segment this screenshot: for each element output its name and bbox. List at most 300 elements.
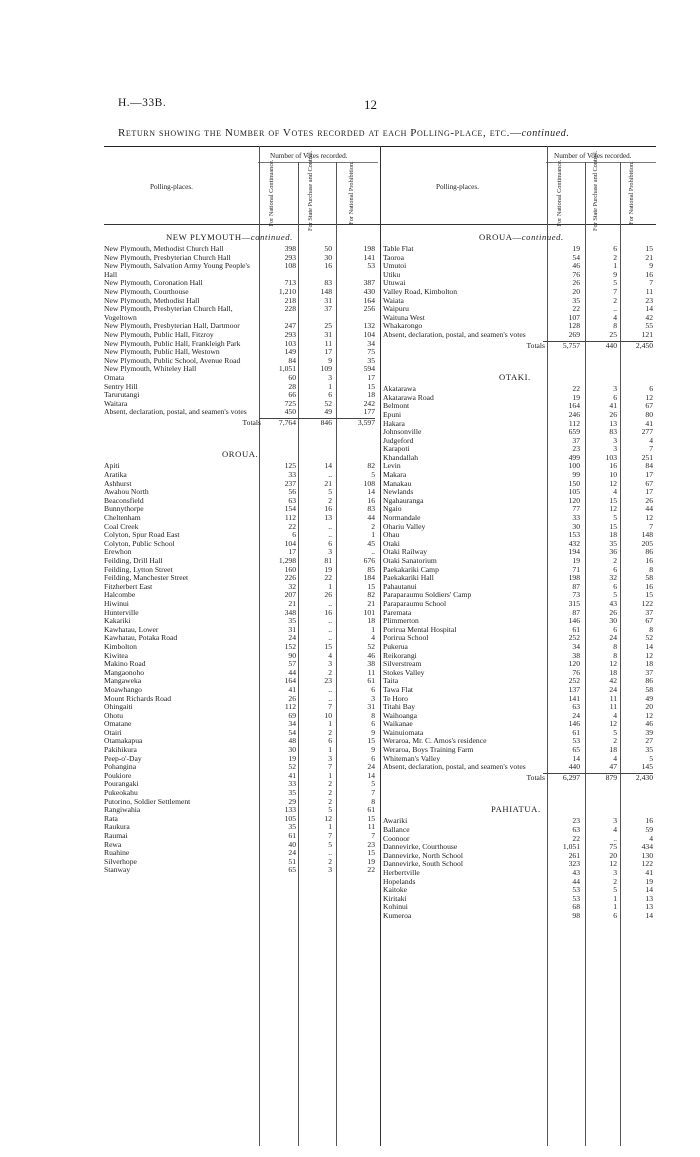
votes-state-purchase: 8 <box>613 321 617 331</box>
polling-place-name: Dannevirke, North School <box>383 850 463 860</box>
polling-place-name: Beaconsfield <box>104 495 144 505</box>
votes-national-continuance: 57 <box>288 659 296 669</box>
votes-national-continuance: 218 <box>284 295 296 305</box>
votes-national-prohibition: 434 <box>641 842 653 852</box>
polling-place-name: Ashhurst <box>104 478 132 488</box>
total-value: 846 <box>320 417 332 427</box>
votes-national-continuance: 26 <box>572 278 580 288</box>
polling-place-name: Dannevirke, Courthouse <box>383 842 458 852</box>
votes-national-prohibition: 7 <box>371 831 375 840</box>
polling-place-name: Tawa Flat <box>383 684 414 694</box>
votes-national-prohibition: 23 <box>645 295 653 305</box>
votes-national-continuance: 1,298 <box>278 556 296 565</box>
votes-national-continuance: 23 <box>572 816 580 826</box>
votes-national-continuance: 112 <box>284 513 296 523</box>
votes-national-prohibition: 141 <box>363 252 375 262</box>
votes-state-purchase: 1 <box>328 822 332 832</box>
votes-state-purchase: 1 <box>328 745 332 755</box>
polling-place-name: Ohariu Valley <box>383 521 426 531</box>
votes-state-purchase: 9 <box>613 269 617 279</box>
votes-national-prohibition: 15 <box>645 590 653 600</box>
votes-state-purchase: 13 <box>609 418 617 428</box>
votes-state-purchase: 43 <box>609 598 617 608</box>
votes-national-prohibition: 430 <box>363 286 375 296</box>
polling-place-name: New Plymouth, Courthouse <box>104 286 189 296</box>
polling-place-name: Paraparaumu School <box>383 598 447 608</box>
votes-national-prohibition: 86 <box>645 547 653 557</box>
polling-place-name: Waikanae <box>383 719 413 729</box>
votes-national-continuance: 68 <box>572 902 580 912</box>
votes-national-continuance: 100 <box>568 461 580 471</box>
votes-state-purchase: 5 <box>328 487 332 497</box>
table-row <box>104 600 382 609</box>
table-row <box>104 540 382 549</box>
votes-national-prohibition: 16 <box>645 556 653 565</box>
votes-national-continuance: 24 <box>288 848 296 858</box>
votes-national-prohibition: 23 <box>367 839 375 849</box>
votes-state-purchase: 36 <box>609 547 617 557</box>
votes-state-purchase: 2 <box>613 556 617 565</box>
page-header <box>118 97 608 113</box>
votes-national-prohibition: 12 <box>645 650 653 660</box>
polling-place-name: Ohotu <box>104 710 123 720</box>
votes-national-continuance: 35 <box>572 295 580 305</box>
votes-national-continuance: 84 <box>288 355 296 365</box>
polling-place-name: New Plymouth, Coronation Hall <box>104 278 203 288</box>
votes-national-continuance: 160 <box>284 564 296 574</box>
votes-national-continuance: 293 <box>284 252 296 262</box>
votes-state-purchase: 3 <box>613 384 617 394</box>
votes-national-continuance: 133 <box>284 805 296 815</box>
votes-state-purchase: 15 <box>609 521 617 531</box>
votes-state-purchase: 12 <box>609 659 617 669</box>
votes-national-prohibition: 17 <box>645 487 653 497</box>
votes-national-continuance: 120 <box>568 495 580 505</box>
votes-state-purchase: 1 <box>613 261 617 271</box>
section-title-new-plymouth: NEW PLYMOUTH—continued. <box>166 232 293 242</box>
votes-national-prohibition: 16 <box>645 816 653 826</box>
votes-national-continuance: 65 <box>572 745 580 755</box>
votes-national-prohibition: 14 <box>645 304 653 314</box>
votes-national-continuance: 150 <box>568 478 580 488</box>
polling-place-name: Kimbolton <box>104 641 137 651</box>
votes-national-prohibition: 18 <box>645 659 653 669</box>
votes-national-continuance: 24 <box>288 633 296 643</box>
polling-place-name: Apiti <box>104 461 120 471</box>
polling-place-name: Coonoor <box>383 833 410 843</box>
votes-national-continuance: 54 <box>572 252 580 262</box>
votes-state-purchase: 11 <box>324 338 332 348</box>
polling-place-name: Pukeokahu <box>104 788 138 798</box>
votes-national-prohibition: 5 <box>371 470 375 480</box>
votes-state-purchase: 3 <box>613 435 617 445</box>
polling-place-name: Mangaonoho <box>104 667 145 677</box>
polling-place-name: New Plymouth, Whiteley Hall <box>104 364 197 374</box>
votes-national-continuance: 14 <box>572 753 580 763</box>
table-row <box>104 391 382 400</box>
polling-place-name: Epuni <box>383 409 402 419</box>
votes-state-purchase: 2 <box>328 796 332 806</box>
polling-place-name: Stokes Valley <box>383 667 425 677</box>
votes-state-purchase: 5 <box>613 278 617 288</box>
polling-place-name: Putorino, Soldier Settlement <box>104 796 191 806</box>
votes-national-continuance: 440 <box>568 762 580 772</box>
votes-national-prohibition: 9 <box>371 745 375 755</box>
total-value: 2,430 <box>635 772 653 782</box>
polling-place-name: Kumeroa <box>383 910 412 920</box>
votes-national-continuance: 35 <box>288 616 296 626</box>
table-row <box>104 866 382 875</box>
polling-place-name: New Plymouth, Salvation Army Young People's Hall <box>104 261 250 279</box>
totals-rule <box>543 773 653 774</box>
votes-national-prohibition: 61 <box>367 676 375 686</box>
section-title-pahiatua: PAHIATUA. <box>491 804 541 815</box>
totals-label: Totals <box>526 340 545 350</box>
votes-national-prohibition: 6 <box>371 719 375 729</box>
votes-national-prohibition: 24 <box>367 762 375 772</box>
polling-place-name: Wainuiomata <box>383 727 424 737</box>
votes-state-purchase: 11 <box>609 702 617 712</box>
votes-national-continuance: 152 <box>284 641 296 651</box>
votes-national-continuance: 108 <box>284 261 296 271</box>
table-row <box>104 858 382 867</box>
section-title-oroua-continued: OROUA—continued. <box>479 232 564 242</box>
table-row <box>104 462 382 471</box>
votes-national-prohibition: 42 <box>645 312 653 322</box>
votes-national-prohibition: 12 <box>645 710 653 720</box>
votes-national-prohibition: 53 <box>367 261 375 271</box>
votes-national-prohibition: 177 <box>363 407 375 417</box>
votes-national-continuance: 19 <box>572 244 580 253</box>
votes-state-purchase: 5 <box>328 839 332 849</box>
polling-place-name: Belmont <box>383 401 410 411</box>
votes-state-purchase: 4 <box>613 825 617 835</box>
votes-national-prohibition: 4 <box>649 833 653 843</box>
polling-place-name: Silverstream <box>383 659 422 669</box>
votes-state-purchase: 4 <box>613 487 617 497</box>
votes-state-purchase: 1 <box>328 381 332 391</box>
total-value: 6,297 <box>562 772 580 782</box>
votes-national-continuance: 31 <box>288 624 296 634</box>
polling-place-name: Dannevirke, South School <box>383 859 463 869</box>
votes-national-prohibition: 80 <box>645 409 653 419</box>
table-row <box>104 408 382 417</box>
votes-national-prohibition: 19 <box>645 876 653 886</box>
table-title-continued: continued. <box>521 128 570 139</box>
votes-national-continuance: 87 <box>572 607 580 617</box>
table-row <box>104 609 382 618</box>
votes-state-purchase: 52 <box>324 398 332 408</box>
votes-national-prohibition: 46 <box>367 650 375 660</box>
table-row <box>104 720 382 729</box>
polling-place-name: New Plymouth, Methodist Church Hall <box>104 244 224 253</box>
votes-national-prohibition: 14 <box>645 641 653 651</box>
table-row <box>104 712 382 721</box>
left-column <box>104 230 382 875</box>
votes-national-continuance: 30 <box>572 521 580 531</box>
polling-place-name: Raumai <box>104 831 128 840</box>
table-row <box>104 262 382 279</box>
polling-place-name: Paekakariki Hall <box>383 573 434 583</box>
totals-row <box>383 774 655 783</box>
votes-national-prohibition: 101 <box>363 607 375 617</box>
votes-national-continuance: 261 <box>568 850 580 860</box>
votes-national-prohibition: 26 <box>645 495 653 505</box>
polling-place-name: Colyton, Public School <box>104 538 175 548</box>
total-value: 5,757 <box>562 340 580 350</box>
votes-national-prohibition: 45 <box>367 538 375 548</box>
votes-national-prohibition: 21 <box>367 598 375 608</box>
polling-place-name: Awariki <box>383 816 408 826</box>
votes-national-prohibition: 15 <box>367 581 375 591</box>
votes-national-prohibition: 58 <box>645 573 653 583</box>
polling-place-name: Valley Road, Kimbolton <box>383 286 458 296</box>
table-row <box>104 772 382 781</box>
votes-state-purchase: .. <box>328 521 332 531</box>
table-row <box>104 695 382 704</box>
votes-national-continuance: 76 <box>572 269 580 279</box>
votes-state-purchase: 10 <box>324 710 332 720</box>
totals-label: Totals <box>242 417 261 427</box>
votes-state-purchase: 49 <box>324 407 332 417</box>
table-row <box>104 583 382 592</box>
polling-place-name: Plimmerton <box>383 616 419 626</box>
votes-national-prohibition: 198 <box>363 244 375 253</box>
votes-national-continuance: 26 <box>288 693 296 703</box>
votes-national-continuance: 22 <box>288 521 296 531</box>
votes-national-prohibition: 17 <box>367 372 375 382</box>
polling-place-name: Makino Road <box>104 659 146 669</box>
votes-state-purchase: 3 <box>328 753 332 763</box>
votes-national-prohibition: 84 <box>645 461 653 471</box>
votes-national-prohibition: 164 <box>363 295 375 305</box>
votes-national-continuance: 98 <box>572 910 580 920</box>
table-title-lead: Return showing the Number of Votes recorded at each Polling-place, etc.— <box>118 127 522 139</box>
table-row <box>104 798 382 807</box>
votes-national-continuance: 128 <box>568 321 580 331</box>
document-reference: H.—33B. <box>118 97 167 109</box>
polling-place-name: Umutoi <box>383 261 407 271</box>
votes-national-prohibition: 8 <box>649 624 653 634</box>
polling-place-name: Judgeford <box>383 435 414 445</box>
votes-national-prohibition: 37 <box>645 607 653 617</box>
votes-national-prohibition: 44 <box>645 504 653 514</box>
table-row <box>104 660 382 669</box>
votes-national-continuance: 19 <box>572 556 580 565</box>
votes-state-purchase: 17 <box>324 347 332 357</box>
votes-state-purchase: 2 <box>328 667 332 677</box>
votes-national-continuance: 61 <box>288 831 296 840</box>
votes-national-prohibition: 86 <box>645 676 653 686</box>
votes-national-continuance: 713 <box>284 278 296 288</box>
votes-national-continuance: 22 <box>572 304 580 314</box>
votes-national-continuance: 56 <box>288 487 296 497</box>
votes-national-continuance: 149 <box>284 347 296 357</box>
table-row <box>383 912 655 921</box>
votes-national-continuance: 60 <box>288 372 296 382</box>
votes-national-continuance: 54 <box>288 727 296 737</box>
votes-national-prohibition: 14 <box>645 910 653 920</box>
votes-state-purchase: .. <box>328 624 332 634</box>
polling-place-name: Normandale <box>383 513 421 523</box>
votes-national-continuance: 247 <box>284 321 296 331</box>
votes-national-prohibition: 52 <box>645 633 653 643</box>
votes-state-purchase: 26 <box>609 409 617 419</box>
section-rows <box>383 385 655 782</box>
votes-state-purchase: 24 <box>609 684 617 694</box>
votes-national-prohibition: 58 <box>645 684 653 694</box>
polling-place-name: Porirua School <box>383 633 429 643</box>
polling-place-name: Ballance <box>383 825 410 835</box>
votes-national-prohibition: 67 <box>645 401 653 411</box>
table-row <box>104 763 382 772</box>
votes-national-continuance: 450 <box>284 407 296 417</box>
votes-national-continuance: 53 <box>572 893 580 903</box>
polling-place-name: Absent, declaration, postal, and seamen's votes <box>383 329 526 339</box>
votes-national-prohibition: 67 <box>645 478 653 488</box>
table-row <box>104 365 382 374</box>
section-rows <box>104 462 382 875</box>
votes-national-continuance: 48 <box>288 736 296 746</box>
polling-place-name: New Plymouth, Presbyterian Church Hall, Vogeltown <box>104 304 233 322</box>
table-row <box>383 331 655 340</box>
polling-place-name: Utuwai <box>383 278 406 288</box>
votes-national-continuance: 112 <box>568 418 580 428</box>
votes-national-prohibition: 27 <box>645 736 653 746</box>
polling-place-name: Rata <box>104 813 118 823</box>
votes-national-continuance: 22 <box>572 833 580 843</box>
votes-national-prohibition: 39 <box>645 727 653 737</box>
votes-state-purchase: 5 <box>613 513 617 523</box>
polling-place-name: Kohinui <box>383 902 408 912</box>
votes-national-continuance: 41 <box>288 770 296 780</box>
polling-place-name: Absent, declaration, postal, and seamen's votes <box>104 407 247 417</box>
votes-national-prohibition: 67 <box>645 616 653 626</box>
votes-national-prohibition: 61 <box>367 805 375 815</box>
polling-place-name: Khandallah <box>383 452 419 462</box>
votes-national-prohibition: 676 <box>363 556 375 565</box>
votes-state-purchase: .. <box>328 470 332 480</box>
votes-national-continuance: 53 <box>572 736 580 746</box>
votes-state-purchase: 18 <box>609 745 617 755</box>
votes-national-prohibition: 5 <box>371 779 375 789</box>
table-row <box>104 806 382 815</box>
votes-state-purchase: 1 <box>328 719 332 729</box>
votes-state-purchase: 7 <box>328 702 332 712</box>
polling-place-name: New Plymouth, Presbyterian Hall, Dartmoor <box>104 321 240 331</box>
votes-national-continuance: 226 <box>284 573 296 583</box>
votes-national-prohibition: 9 <box>371 727 375 737</box>
votes-state-purchase: 6 <box>613 624 617 634</box>
polling-place-name: Mangaweka <box>104 676 142 686</box>
votes-state-purchase: 16 <box>324 504 332 514</box>
table-row <box>104 823 382 832</box>
votes-state-purchase: 2 <box>328 788 332 798</box>
votes-state-purchase: 83 <box>609 427 617 437</box>
page-number: 12 <box>364 97 377 112</box>
votes-state-purchase: 3 <box>328 372 332 382</box>
votes-national-prohibition: 21 <box>645 252 653 262</box>
polling-place-name: New Plymouth, Public Hall, Fitzroy <box>104 329 214 339</box>
votes-national-prohibition: 7 <box>371 788 375 798</box>
votes-state-purchase: 16 <box>324 261 332 271</box>
votes-national-continuance: 33 <box>288 470 296 480</box>
votes-national-prohibition: 5 <box>649 753 653 763</box>
votes-state-purchase: .. <box>613 833 617 843</box>
polling-place-name: Raukura <box>104 822 130 832</box>
votes-national-prohibition: .. <box>371 547 375 557</box>
votes-national-prohibition: 49 <box>645 693 653 703</box>
votes-national-prohibition: 17 <box>645 470 653 480</box>
votes-national-continuance: 252 <box>568 676 580 686</box>
votes-state-purchase: 83 <box>324 278 332 288</box>
totals-row <box>104 419 382 428</box>
polling-place-name: Stanway <box>104 865 131 875</box>
votes-national-prohibition: 15 <box>367 736 375 746</box>
votes-national-continuance: 51 <box>288 856 296 866</box>
polling-place-name: Moawhango <box>104 684 142 694</box>
polling-place-name: New Plymouth, Methodist Hall <box>104 295 200 305</box>
polling-place-name: Pukerua <box>383 641 408 651</box>
votes-state-purchase: 2 <box>328 727 332 737</box>
votes-state-purchase: 2 <box>328 856 332 866</box>
polling-place-name: Whakarongo <box>383 321 423 331</box>
votes-state-purchase: 8 <box>613 641 617 651</box>
votes-state-purchase: 12 <box>609 504 617 514</box>
votes-national-continuance: 44 <box>288 667 296 677</box>
votes-national-prohibition: 35 <box>367 355 375 365</box>
polling-place-name: Ngahauranga <box>383 495 424 505</box>
table-row <box>104 669 382 678</box>
votes-national-continuance: 61 <box>572 727 580 737</box>
votes-state-purchase: 5 <box>613 727 617 737</box>
votes-national-continuance: 164 <box>568 401 580 411</box>
votes-state-purchase: 50 <box>324 244 332 253</box>
votes-national-continuance: 35 <box>288 822 296 832</box>
votes-national-continuance: 164 <box>284 676 296 686</box>
table-row <box>104 488 382 497</box>
polling-place-name: Fitzherbert East <box>104 581 153 591</box>
polling-place-name: Omatane <box>104 719 132 729</box>
votes-national-continuance: 1,051 <box>278 364 296 374</box>
votes-national-prohibition: 75 <box>367 347 375 357</box>
votes-state-purchase: .. <box>328 684 332 694</box>
votes-national-continuance: 269 <box>568 329 580 339</box>
votes-state-purchase: 32 <box>609 573 617 583</box>
votes-national-prohibition: 41 <box>645 418 653 428</box>
polling-place-name: Coal Creek <box>104 521 139 531</box>
votes-national-prohibition: 4 <box>371 633 375 643</box>
votes-national-continuance: 35 <box>288 788 296 798</box>
votes-state-purchase: 5 <box>613 590 617 600</box>
votes-national-prohibition: 256 <box>363 304 375 314</box>
table-row <box>104 815 382 824</box>
votes-national-continuance: 107 <box>568 312 580 322</box>
votes-state-purchase: 3 <box>613 444 617 454</box>
votes-national-prohibition: 16 <box>645 581 653 591</box>
table-row <box>104 780 382 789</box>
votes-state-purchase: .. <box>328 598 332 608</box>
polling-place-name: Rangiwahia <box>104 805 141 815</box>
polling-place-name: Weraroa, Boys Training Farm <box>383 745 474 755</box>
votes-national-prohibition: 122 <box>641 598 653 608</box>
polling-place-name: Colyton, Spur Road East <box>104 530 180 540</box>
polling-place-name: Halcombe <box>104 590 136 600</box>
polling-place-name: Hunterville <box>104 607 139 617</box>
votes-state-purchase: 6 <box>328 538 332 548</box>
votes-national-continuance: 315 <box>568 598 580 608</box>
votes-recorded-header: Number of Votes recorded. <box>270 152 348 160</box>
